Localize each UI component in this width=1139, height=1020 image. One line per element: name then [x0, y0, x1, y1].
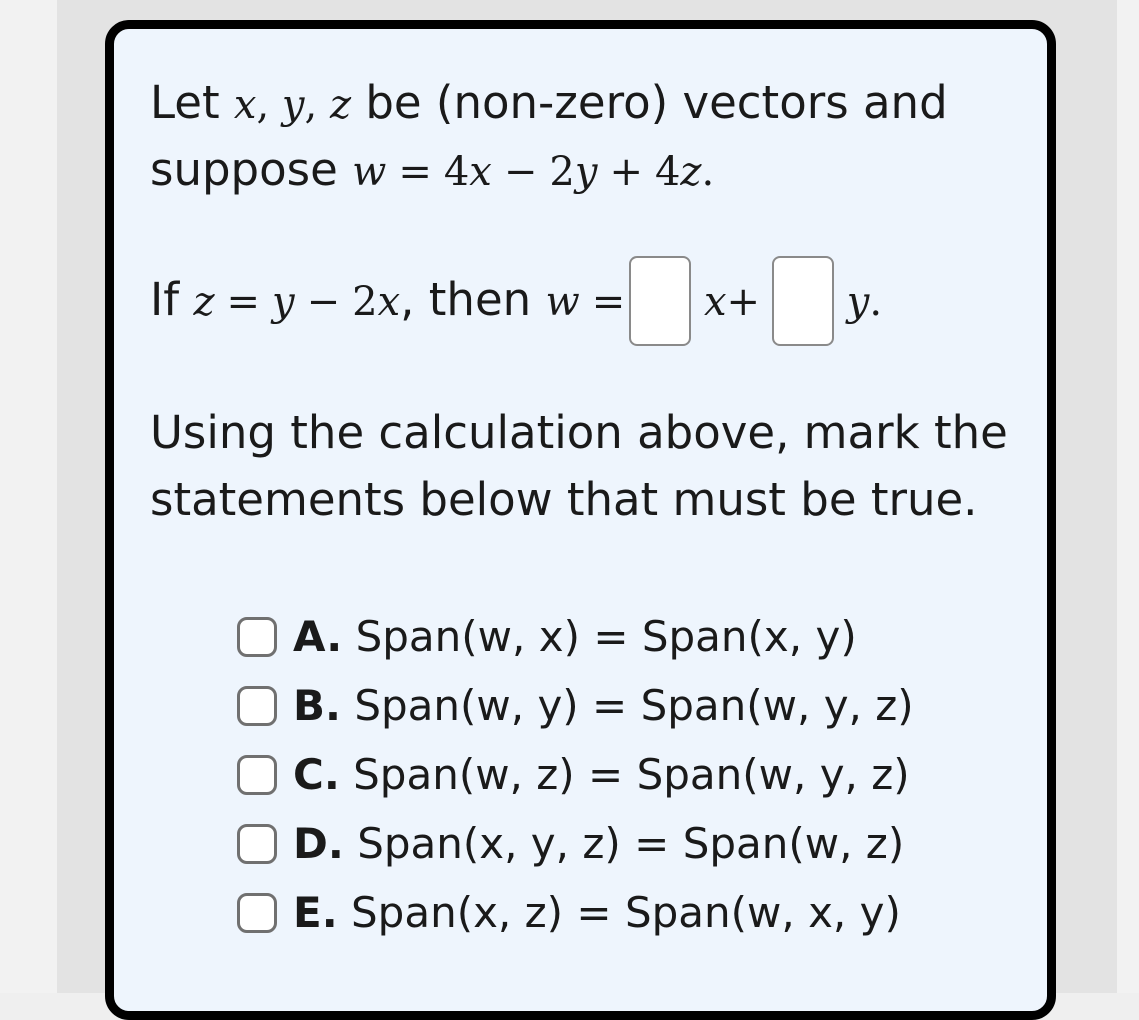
option-e-text: Span(x, z) = Span(w, x, y) [351, 888, 901, 937]
answer-var-x: x [703, 279, 727, 325]
term-var-y: y [574, 149, 598, 195]
option-c-text: Span(w, z) = Span(w, y, z) [353, 750, 910, 799]
term-var-z: z [680, 149, 702, 195]
be-text: be (non-zero) vectors and [365, 76, 948, 129]
z-op-minus: − [306, 279, 341, 325]
z-rhs-y: y [272, 279, 295, 325]
substitution-line [150, 260, 882, 350]
var-y: y [281, 82, 305, 128]
w-answer-lhs: w [545, 279, 580, 325]
z-equation: z = y − 2x [193, 279, 401, 325]
option-c-checkbox[interactable] [237, 755, 277, 795]
then-text: , then [400, 273, 532, 326]
option-d-checkbox[interactable] [237, 824, 277, 864]
answer-end: . [869, 279, 883, 325]
w-answer-expression: w = x+ y. [545, 279, 882, 325]
instruction-line-1: Using the calculation above, mark the [150, 406, 1008, 459]
option-a-text: Span(w, x) = Span(x, y) [355, 612, 857, 661]
op-plus: + [609, 149, 643, 195]
equation-end: . [701, 149, 715, 195]
option-a-checkbox[interactable] [237, 617, 277, 657]
coef-x: 4 [443, 149, 470, 195]
intro-line-2 [150, 137, 714, 205]
right-margin [1117, 0, 1139, 993]
option-d[interactable] [237, 814, 904, 874]
option-b-text: Span(w, y) = Span(w, y, z) [354, 681, 914, 730]
option-b[interactable] [237, 676, 914, 736]
intro-line-1 [150, 70, 948, 138]
answer-blank-x-coefficient[interactable] [629, 256, 691, 346]
option-e[interactable] [237, 883, 901, 943]
option-a[interactable] [237, 607, 857, 667]
answer-plus: + [726, 279, 761, 325]
instruction-line-2: statements below that must be true. [150, 473, 978, 526]
term-var-x: x [469, 149, 492, 195]
option-d-letter: D. [293, 819, 344, 868]
option-e-letter: E. [293, 888, 338, 937]
option-b-letter: B. [293, 681, 341, 730]
option-e-checkbox[interactable] [237, 893, 277, 933]
answer-var-y: y [846, 279, 870, 325]
w-lhs: w [352, 149, 387, 195]
w-equation: w = 4x − 2y + 4z. [352, 149, 715, 195]
if-text: If [150, 273, 180, 326]
option-d-text: Span(x, y, z) = Span(w, z) [357, 819, 905, 868]
option-b-checkbox[interactable] [237, 686, 277, 726]
var-z: z [329, 82, 352, 128]
coef-y: 2 [549, 149, 575, 195]
let-text: Let [150, 76, 220, 129]
op-minus: − [503, 149, 538, 195]
option-a-letter: A. [293, 612, 343, 661]
z-lhs: z [193, 279, 215, 325]
var-x: x [233, 82, 257, 128]
z-coef: 2 [352, 279, 378, 325]
z-rhs-x: x [377, 279, 401, 325]
suppose-text: suppose [150, 143, 338, 196]
left-margin [0, 0, 57, 993]
option-c[interactable] [237, 745, 910, 805]
answer-blank-y-coefficient[interactable] [772, 256, 834, 346]
vector-list: x, y, z [233, 82, 352, 128]
coef-z: 4 [654, 149, 681, 195]
option-c-letter: C. [293, 750, 340, 799]
